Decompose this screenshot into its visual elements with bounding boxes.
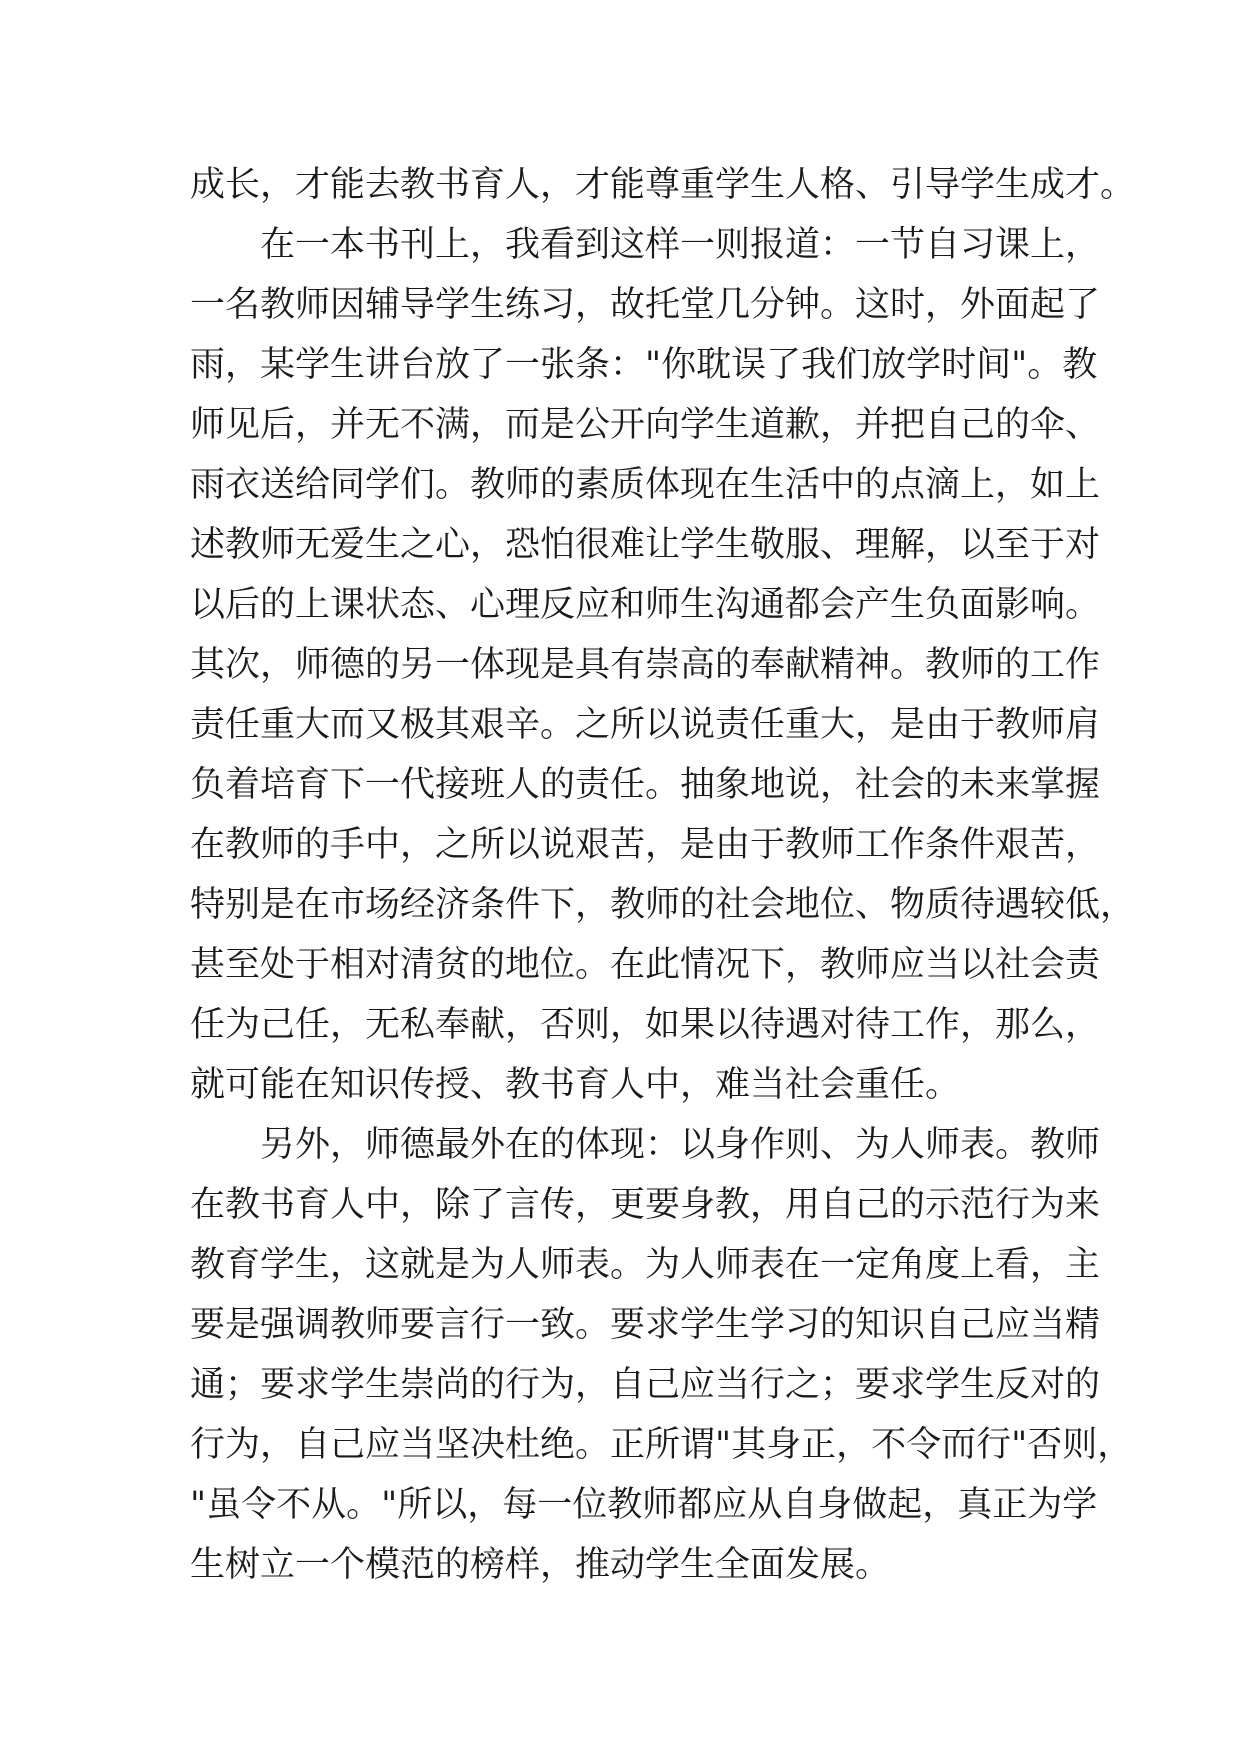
text-line: 雨，某学生讲台放了一张条："你耽误了我们放学时间"。教 [190,345,1098,385]
paragraph-first-line: 另外，师德最外在的体现：以身作则、为人师表。教师 [260,1125,1101,1165]
text-line: 述教师无爱生之心，恐怕很难让学生敬服、理解，以至于对 [190,525,1101,565]
text-line: 任为己任，无私奉献，否则，如果以待遇对待工作，那么， [190,1005,1101,1045]
body-text [190,155,1136,1595]
text-line: 负着培育下一代接班人的责任。抽象地说，社会的未来掌握 [190,765,1101,805]
text-line: "虽令不从。"所以，每一位教师都应从自身做起，真正为学 [190,1485,1098,1525]
text-line: 责任重大而又极其艰辛。之所以说责任重大，是由于教师肩 [190,705,1101,745]
text-line: 一名教师因辅导学生练习，故托堂几分钟。这时，外面起了 [190,285,1101,325]
text-line: 成长，才能去教书育人，才能尊重学生人格、引导学生成才。 [190,165,1136,205]
paragraph-last-line: 生树立一个模范的榜样，推动学生全面发展。 [190,1545,891,1585]
text-line: 师见后，并无不满，而是公开向学生道歉，并把自己的伞、 [190,405,1101,445]
text-line: 雨衣送给同学们。教师的素质体现在生活中的点滴上，如上 [190,465,1101,505]
text-line: 通；要求学生崇尚的行为，自己应当行之；要求学生反对的 [190,1365,1101,1405]
text-line: 其次，师德的另一体现是具有崇高的奉献精神。教师的工作 [190,645,1101,685]
text-line: 在教书育人中，除了言传，更要身教，用自己的示范行为来 [190,1185,1101,1225]
text-line: 教育学生，这就是为人师表。为人师表在一定角度上看，主 [190,1245,1101,1285]
text-line: 行为，自己应当坚决杜绝。正所谓"其身正，不令而行"否则， [190,1425,1133,1465]
text-line: 特别是在市场经济条件下，教师的社会地位、物质待遇较低， [190,885,1136,925]
paragraph-first-line: 在一本书刊上，我看到这样一则报道：一节自习课上， [260,225,1101,265]
paragraph-last-line: 就可能在知识传授、教书育人中，难当社会重任。 [190,1065,961,1105]
text-line: 以后的上课状态、心理反应和师生沟通都会产生负面影响。 [190,585,1101,625]
text-line: 要是强调教师要言行一致。要求学生学习的知识自己应当精 [190,1305,1101,1345]
text-line: 甚至处于相对清贫的地位。在此情况下，教师应当以社会责 [190,945,1101,985]
text-line: 在教师的手中，之所以说艰苦，是由于教师工作条件艰苦， [190,825,1101,865]
